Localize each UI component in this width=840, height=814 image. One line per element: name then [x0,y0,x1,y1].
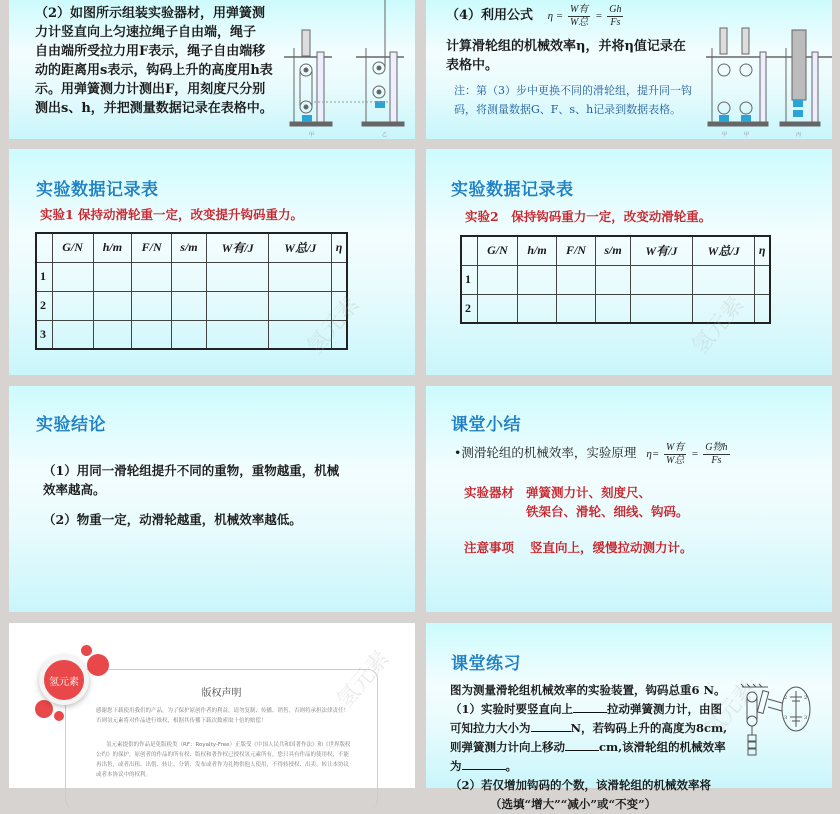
table-cell[interactable] [693,265,755,294]
text-line: 自由端所受拉力用F表示，绳子自由端移 [35,44,266,59]
text-span: cm,该滑轮组的机械效率 [599,740,726,754]
formula-eq: = [691,448,699,461]
answer-blank-1[interactable] [573,712,607,713]
text-line: 表格中。 [446,58,499,73]
table-row [36,262,347,291]
principle-line [454,442,732,467]
pulley-apparatus-diagram [284,0,414,139]
header-cell: W有/J [630,236,692,265]
text-span: 则弹簧测力计向上移动 [450,740,565,754]
answer-blank-2[interactable] [531,731,571,732]
caution-label: 注意事项 [464,540,515,555]
answer-blank-4[interactable] [462,769,506,770]
watermark: 氢元素 [302,292,365,360]
formula-num: G物h [705,442,728,453]
table-cell[interactable] [518,265,556,294]
table-header-row [36,233,347,262]
watermark: 氢元素 [699,676,762,744]
step-4-heading [446,4,625,29]
table-cell[interactable] [93,320,132,349]
table-cell[interactable] [755,294,770,323]
slide-data-table-1[interactable] [9,149,415,375]
brand-logo: 氢元素 [39,655,89,705]
slide-step-4[interactable] [426,0,832,139]
slide-conclusion[interactable] [9,386,415,612]
formula-den: Fs [610,17,621,28]
slide-title: 课堂小结 [451,415,521,435]
text-span: 可知拉力大小为 [450,721,531,735]
caution-text: 竖直向上，缓慢拉动测力计。 [530,540,693,555]
header-cell: W有/J [206,233,269,262]
pulley-comparison-diagram [706,0,832,139]
header-cell: F/N [132,233,172,262]
table-cell[interactable] [93,291,132,320]
formula-num: W有 [666,442,685,453]
text-span: （1）实验时要竖直向上 [450,702,574,716]
formula-den: W总 [666,455,685,466]
slide-title: 课堂练习 [451,654,521,674]
slide-title: 实验数据记录表 [36,180,159,200]
header-cell: W总/J [269,233,332,262]
header-cell: G/N [477,236,518,265]
formula-num: W有 [569,4,589,15]
slide-practice[interactable] [426,623,832,811]
table-cell[interactable] [332,291,347,320]
logo-dot [81,645,92,656]
header-cell: η [332,233,347,262]
efficiency-formula [547,4,626,28]
table-cell[interactable] [132,262,172,291]
watermark: 氢元素 [332,646,395,714]
step-4-note [454,81,714,119]
conclusion-point-2: （2）物重一定，动滑轮越重，机械效率越低。 [43,512,302,527]
svg-text:2: 2 [784,695,788,701]
conclusion-point-1 [43,461,383,499]
table-cell[interactable] [556,294,596,323]
watermark: 氢元素 [687,292,750,360]
table-cell[interactable] [477,265,518,294]
question-2-line-2: （选填“增大”“减小”或“不变”） [490,797,657,811]
slide-copyright[interactable] [9,623,415,788]
svg-text:2: 2 [804,695,808,701]
logo-dot [87,654,109,676]
table-cell[interactable] [206,291,269,320]
text-line: （1）用同一滑轮组提升不同的重物，重物越重，机械 [43,463,340,478]
text-line: 弹簧测力计、刻度尺、 [526,485,652,500]
slide-step-2[interactable] [9,0,415,139]
text-line: 铁架台、滑轮、细线、钩码。 [526,504,689,519]
table-row [36,291,347,320]
formula-num: Gh [609,4,622,15]
copyright-para-2: 氢元素提供的作品是免版税类（RF：Royalty-Free）正版受《中国人民共和国著作法》和《世界版权公约》的保护，原创者的作品的所有权、版权和著作权已授权氢元素所有，您只具有作品的使用权，不能再出售，或者出租、出借、转让、分销、发布或者作为礼物供他人使用，不得转授权、出卖、转让本协议或者本协议中的权利。 [96,742,351,778]
svg-text:甲: 甲 [722,132,728,138]
table-cell[interactable] [172,291,207,320]
table-cell[interactable] [206,320,269,349]
table-cell[interactable] [518,294,556,323]
svg-text:甲: 甲 [309,132,315,138]
data-table-2 [460,235,771,324]
text-span: 为 [450,759,462,773]
table-cell[interactable] [206,262,269,291]
step-4-prefix: （4）利用公式 [446,8,534,24]
equipment-label: 实验器材 [464,485,515,500]
slide-summary[interactable] [426,386,832,612]
slide-data-table-2[interactable] [426,149,832,375]
svg-text:丙: 丙 [796,132,802,138]
row-index: 2 [36,291,52,320]
table-row [461,294,770,323]
table-cell[interactable] [693,294,755,323]
question-1-line-2 [450,719,740,738]
note-line: 码，将测量数据G、F、s、h记录到数据表格。 [454,103,682,116]
table-cell[interactable] [332,262,347,291]
table-cell[interactable] [93,262,132,291]
table-header-row [461,236,770,265]
header-cell [461,236,477,265]
row-index: 3 [36,320,52,349]
formula-den: W总 [569,17,589,28]
table-cell[interactable] [755,265,770,294]
table-cell[interactable] [52,291,93,320]
header-cell: s/m [172,233,207,262]
logo-dot [54,711,64,721]
table-cell[interactable] [269,262,332,291]
formula-eq: = [595,10,603,23]
logo-dot [35,700,53,718]
copyright-para-1: 感谢您下载使用我们的产品，为了保护原创作者的利益，请勿复制、传播、销售，否则将承担法律责任！否则氢元素将对作品进行维权，根据其传播下载次数索取十倍的赔偿！ [96,708,350,724]
table-cell[interactable] [172,262,207,291]
note-line: 注：第（3）步中更换不同的滑轮组，提升同一钩 [454,84,692,97]
text-span: 拉动弹簧测力计，由图 [607,702,723,716]
experiment-1-subtitle: 实验1 保持动滑轮重一定，改变提升钩码重力。 [40,207,304,222]
svg-text:3: 3 [784,715,788,721]
svg-text:3: 3 [804,715,808,721]
table-cell[interactable] [52,262,93,291]
header-cell: W总/J [693,236,755,265]
experiment-2-subtitle: 实验2 保持钩码重力一定，改变动滑轮重。 [465,209,712,224]
table-cell[interactable] [269,320,332,349]
row-index: 1 [36,262,52,291]
question-1-line-1 [450,700,740,719]
table-cell[interactable] [630,265,692,294]
table-cell[interactable] [596,294,631,323]
principle-label: •测滑轮组的机械效率，实验原理 [454,445,637,461]
text-line: 动的距离用s表示，钩码上升的高度用h表 [35,63,273,78]
svg-text:乙: 乙 [382,132,388,138]
table-cell[interactable] [132,291,172,320]
row-index: 2 [461,294,477,323]
pulley-spring-scale-diagram [738,683,828,763]
data-table-1 [35,232,348,350]
text-line: 效率越高。 [43,482,106,497]
header-cell: s/m [596,236,631,265]
row-index: 1 [461,265,477,294]
header-cell: F/N [556,236,596,265]
principle-formula [646,442,731,466]
practice-question [450,681,740,814]
svg-text:甲: 甲 [744,132,750,138]
table-cell[interactable] [132,320,172,349]
text-line: 计算滑轮组的机械效率η，并将η值记录在 [446,39,686,54]
table-row [461,265,770,294]
text-line: 示。用弹簧测力计测出F，用刻度尺分别 [35,82,266,97]
table-cell[interactable] [556,265,596,294]
step-2-text [35,4,285,118]
formula-den: Fs [711,455,722,466]
slide-title: 实验数据记录表 [451,180,574,200]
step-4-text [446,37,706,75]
table-cell[interactable] [332,320,347,349]
answer-blank-3[interactable] [565,750,599,751]
header-cell [36,233,52,262]
table-cell[interactable] [630,294,692,323]
question-2-line-1: （2）若仅增加钩码的个数，该滑轮组的机械效率将 [450,778,711,792]
table-cell[interactable] [52,320,93,349]
copyright-box [65,669,378,809]
slide-title: 实验结论 [36,415,106,435]
table-cell[interactable] [269,291,332,320]
question-1-line-3 [450,738,740,757]
text-line: 测出s、h，并把测量数据记录在表格中。 [35,101,273,116]
table-cell[interactable] [477,294,518,323]
header-cell: h/m [93,233,132,262]
text-span: 。 [505,759,517,773]
table-row [36,320,347,349]
text-line: （2）如图所示组装实验器材，用弹簧测 [35,6,266,21]
text-span: N，若钩码上升的高度为8cm, [570,721,728,735]
equipment-list [526,483,689,521]
text-line: 力计竖直向上匀速拉绳子自由端，绳子 [35,25,257,40]
question-intro: 图为测量滑轮组机械效率的实验装置，钩码总重6 N。 [450,683,726,697]
copyright-title: 版权声明 [201,688,242,699]
header-cell: G/N [52,233,93,262]
table-cell[interactable] [172,320,207,349]
table-cell[interactable] [596,265,631,294]
question-1-line-4 [450,757,740,776]
formula-lhs: η= [646,448,660,461]
header-cell: h/m [518,236,556,265]
header-cell: η [755,236,770,265]
formula-lhs: η = [547,10,564,23]
